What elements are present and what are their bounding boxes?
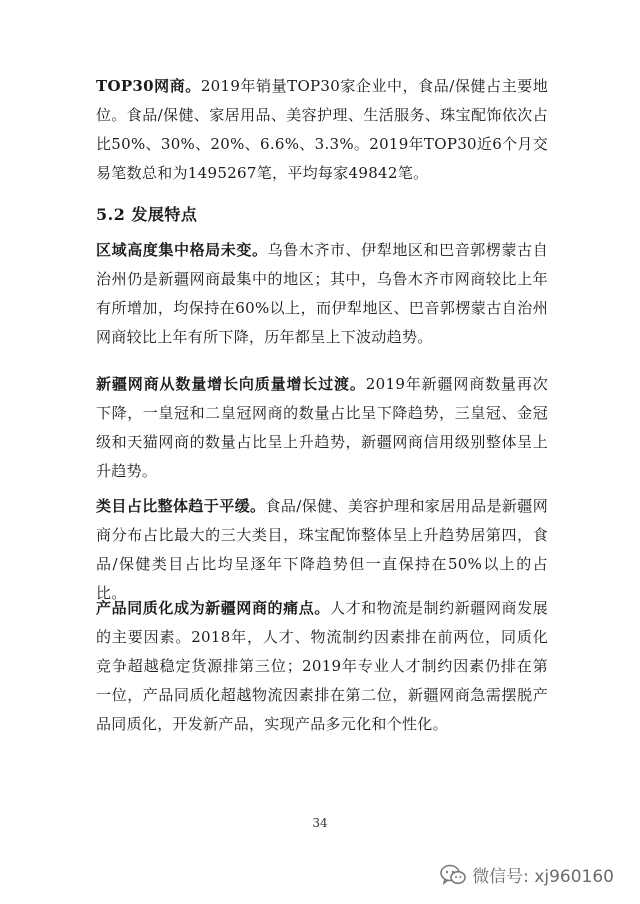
paragraph-body: 2019年销量TOP30家企业中，食品/保健占主要地位。食品/保健、家居用品、美容护理、生活服务、珠宝配饰依次占比50%、30%、20%、6.6%、3.3%。2019年TOP30近6个月交易笔数总和为1495267笔，平均每家49842笔。 <box>96 77 548 182</box>
paragraph-body: 乌鲁木齐市、伊犁地区和巴音郭楞蒙古自治州仍是新疆网商最集中的地区；其中，乌鲁木齐市网商较比上年有所增加，均保持在60%以上，而伊犁地区、巴音郭楞蒙古自治州网商较比上年有所下降，历年都呈上下波动趋势。 <box>96 241 548 346</box>
paragraph-lead: 新疆网商从数量增长向质量增长过渡。 <box>96 375 366 393</box>
page-number: 34 <box>312 816 328 830</box>
paragraph-region <box>96 236 548 352</box>
paragraph-quality <box>96 370 548 486</box>
section-heading: 5.2 发展特点 <box>96 205 198 224</box>
paragraph-lead: 产品同质化成为新疆网商的痛点。 <box>96 599 330 617</box>
paragraph-homogenization <box>96 594 548 739</box>
paragraph-body: 人才和物流是制约新疆网商发展的主要因素。2018年，人才、物流制约因素排在前两位，同质化竞争超越稳定货源排第三位；2019年专业人才制约因素仍排在第一位，产品同质化超越物流因素排在第二位，新疆网商急需摆脱产品同质化，开发新产品，实现产品多元化和个性化。 <box>96 599 548 733</box>
paragraph-category <box>96 492 548 608</box>
paragraph-lead: TOP30网商。 <box>96 77 201 95</box>
watermark-text: 微信号: xj960160 <box>472 867 614 887</box>
paragraph-body: 食品/保健、美容护理和家居用品是新疆网商分布占比最大的三大类目，珠宝配饰整体呈上升趋势居第四，食品/保健类目占比均呈逐年下降趋势但一直保持在50%以上的占比。 <box>96 497 548 602</box>
wechat-watermark <box>440 862 614 887</box>
wechat-icon <box>440 864 466 886</box>
paragraph-lead: 类目占比整体趋于平缓。 <box>96 497 266 515</box>
paragraph-lead: 区域高度集中格局未变。 <box>96 241 268 259</box>
paragraph-top30 <box>96 72 548 188</box>
paragraph-body: 2019年新疆网商数量再次下降，一皇冠和二皇冠网商的数量占比呈下降趋势，三皇冠、金冠级和天猫网商的数量占比呈上升趋势，新疆网商信用级别整体呈上升趋势。 <box>96 375 548 480</box>
